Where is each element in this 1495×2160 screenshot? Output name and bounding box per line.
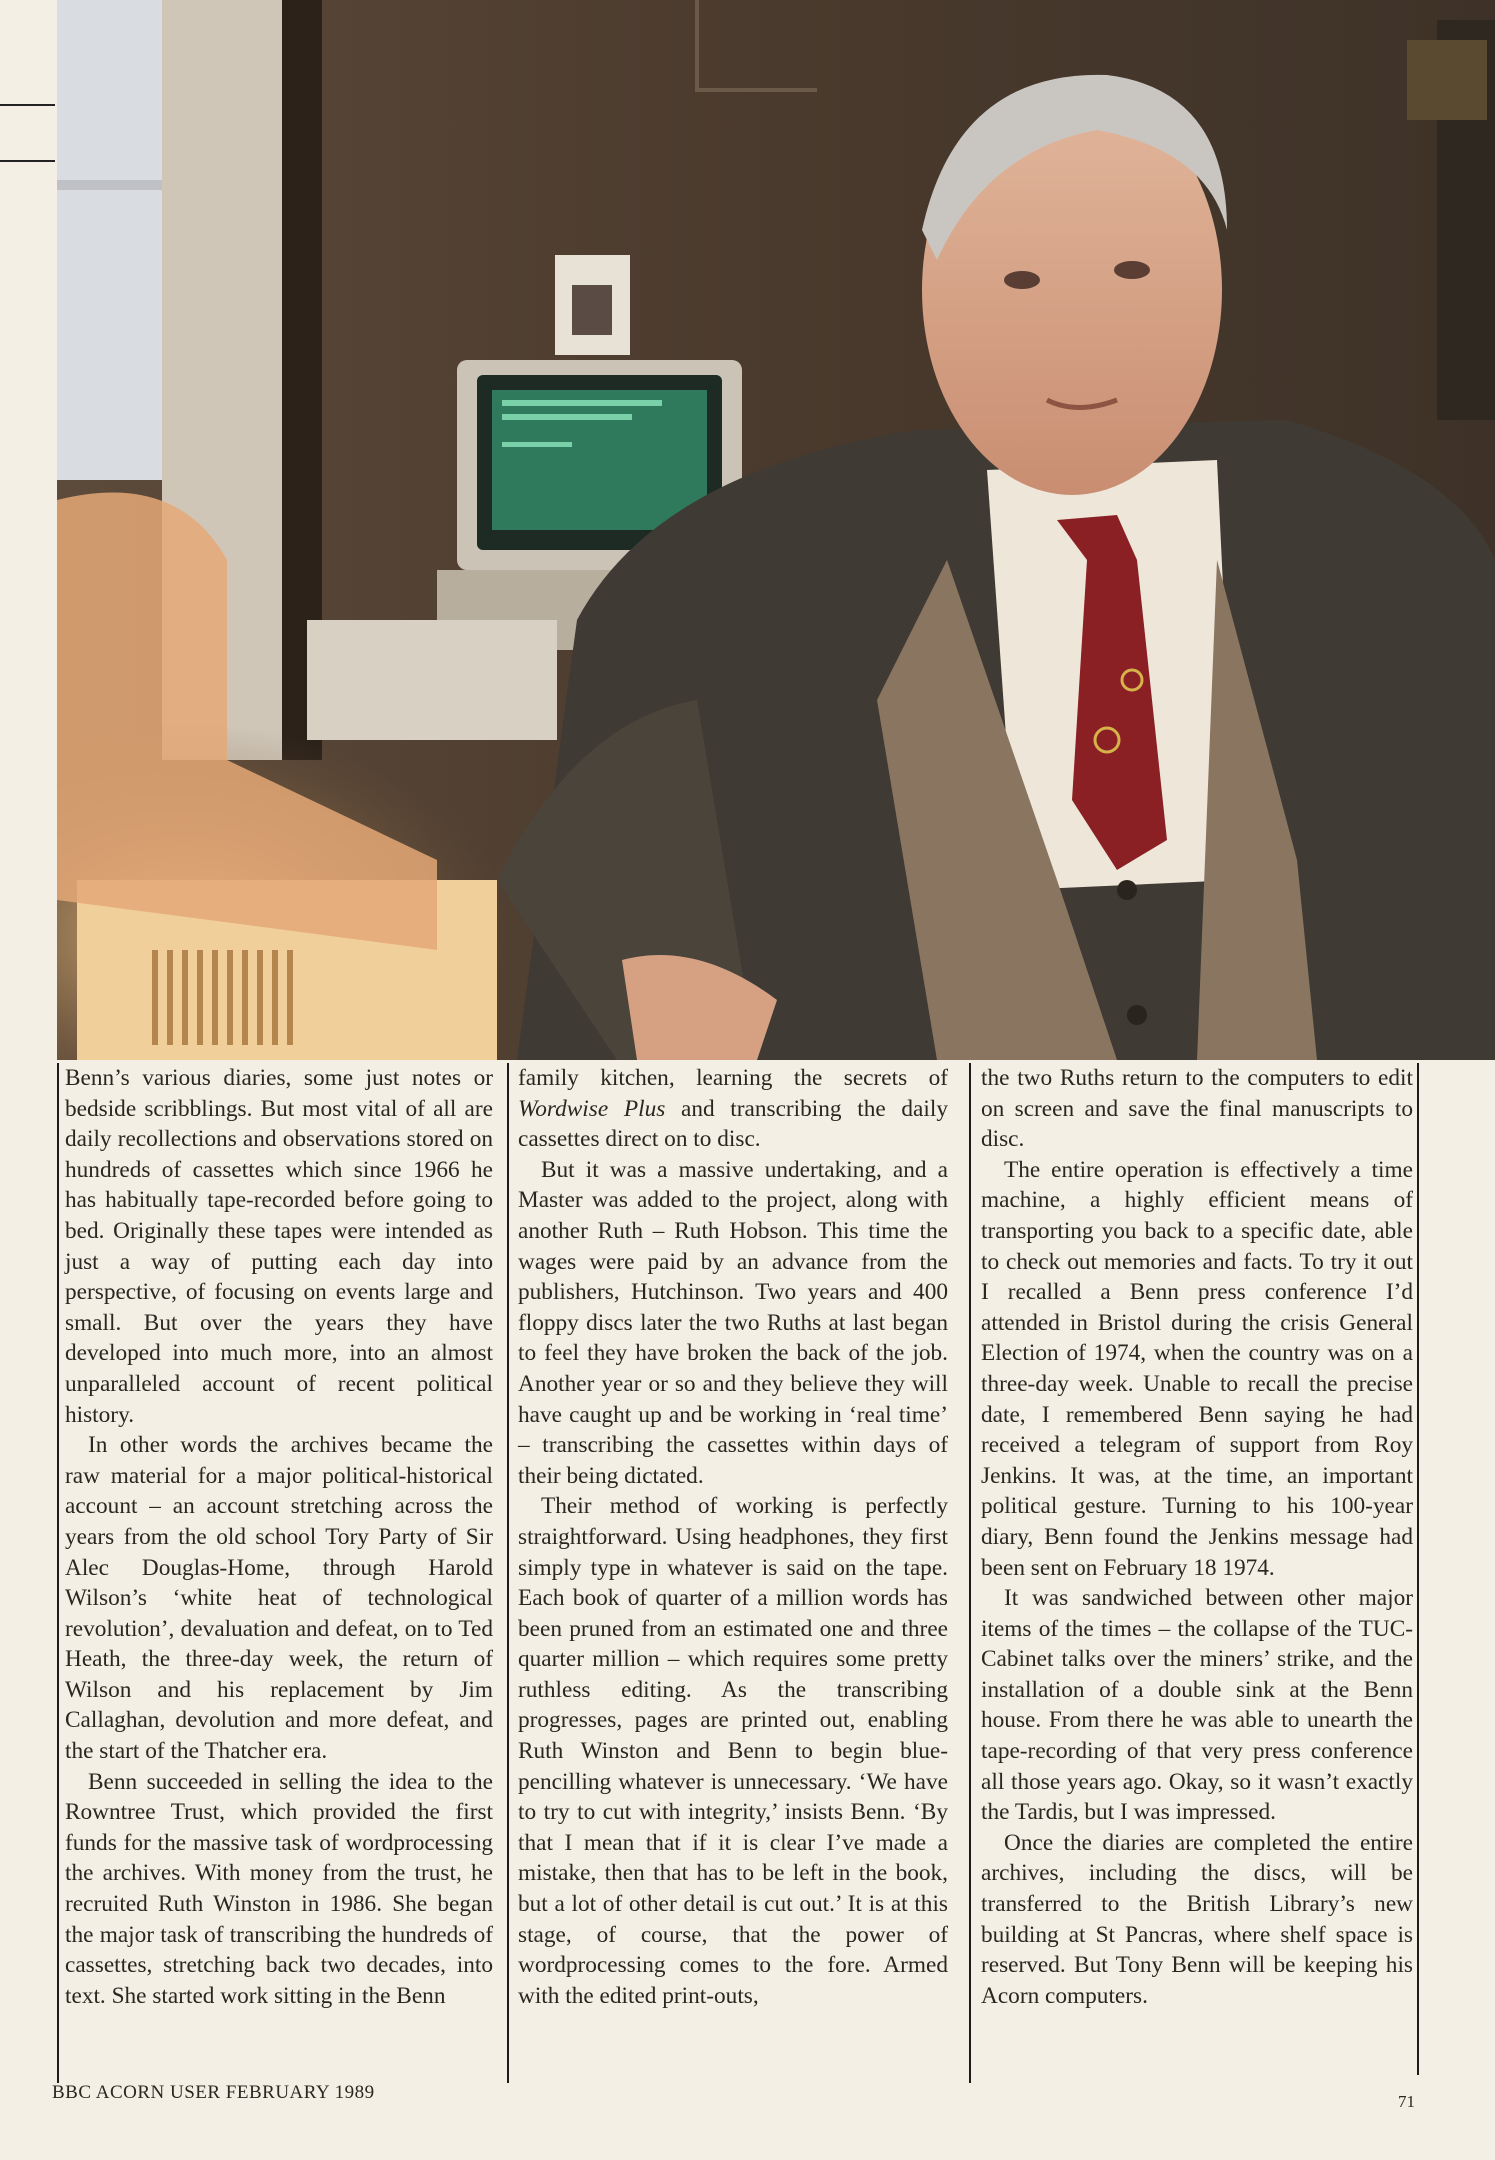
article-photo <box>57 0 1495 1060</box>
photo-illustration <box>57 0 1495 1060</box>
paragraph: the two Ruths return to the computers to edit on screen and save the final manuscripts to disc. <box>981 1065 1413 1153</box>
paragraph: Their method of working is perfectly straightforward. Using headphones, they first simply type in whatever is said on the tape. Each book of quarter of a million words has been pruned from an estimated one and three quarter million – which requires some pretty ruthless editing. As the transcribing progresses, pages are printed out, enabling Ruth Winston and Benn to begin blue-pencilling whatever is unnecessary. ‘We have to try to cut with integrity,’ insists Benn. ‘By that I mean that if it is clear I’ve made a mistake, then that has to be left in the book, but a lot of other detail is cut out.’ It is at this stage, of course, that the power of wordprocessing comes to the fore. Armed with the edited print-outs, <box>518 1493 948 2009</box>
paragraph: It was sandwiched between other major items of the times – the collapse of the TUC-Cabinet talks over the miners’ strike, and the installation of a double sink at the Benn house. From there he was able to unearth the tape-recording of that very press conference all those years ago. Okay, so it wasn’t exactly the Tardis, but I was impressed. <box>981 1585 1413 1826</box>
margin-rule-top <box>0 104 55 106</box>
article-column-1 <box>65 1063 493 2083</box>
paragraph: Benn’s various diaries, some just notes or bedside scribblings. But most vital of all are daily recollections and observations stored on hundreds of cassettes which since 1966 he has habitually tape-recorded before going to bed. Originally these tapes were intended as just a way of putting each day into perspective, of focusing on events large and small. But over the years they have developed into much more, into an almost unparalleled account of recent political history. <box>65 1065 493 1428</box>
paragraph <box>518 1063 948 1155</box>
magazine-footer: BBC ACORN USER FEBRUARY 1989 <box>52 2082 375 2103</box>
monitor-screen <box>492 390 707 530</box>
paragraph: Once the diaries are completed the entire archives, including the discs, will be transferred to the British Library’s new building at St Pancras, where shelf space is reserved. But Tony Benn will be keeping his Acorn computers. <box>981 1829 1413 2009</box>
margin-rule-bottom <box>0 160 55 162</box>
column-rule <box>507 1063 509 2083</box>
software-title: Wordwise Plus <box>518 1095 666 1122</box>
column-rule-right <box>1417 1063 1419 2075</box>
paragraph-text: family kitchen, learning the secrets of <box>518 1065 948 1091</box>
paragraph: Benn succeeded in selling the idea to the Rowntree Trust, which provided the first funds for the massive task of wordprocessing the archives. With money from the trust, he recruited Ruth Winston in 1986. She began the major task of transcribing the hundreds of cassettes, stretching back two decades, into text. She started work sitting in the Benn <box>65 1768 493 2009</box>
column-rule <box>57 1063 59 2083</box>
paragraph: In other words the archives became the raw material for a major political-historical account – an account stretching across the years from the old school Tory Party of Sir Alec Douglas-Home, through Harold Wilson’s ‘white heat of technological revolution’, devaluation and defeat, on to Ted Heath, the three-day week, the return of Wilson and his replacement by Jim Callaghan, devolution and more defeat, and the start of the Thatcher era. <box>65 1432 493 1765</box>
paragraph: But it was a massive undertaking, and a Master was added to the project, along with another Ruth – Ruth Hobson. This time the wages were paid by an advance from the publishers, Hutchinson. Two years and 400 floppy discs later the two Ruths at last began to feel they have broken the back of the job. Another year or so and they believe they will have caught up and be working in ‘real time’ – transcribing the cassettes within days of their being dictated. <box>518 1156 948 1489</box>
page-number: 71 <box>1398 2092 1415 2111</box>
paragraph-text: and transcribing the daily cassettes direct on to disc. <box>518 1095 948 1153</box>
paragraph: The entire operation is effectively a time machine, a highly efficient means of transporting you back to a specific date, able to check out memories and facts. To try it out I recalled a Benn press conference I’d attended in Bristol during the crisis General Election of 1974, when the country was on a three-day week. Unable to recall the precise date, I remembered Benn saying he had received a telegram of support from Roy Jenkins. It was, at the time, an important political gesture. Turning to his 100-year diary, Benn found the Jenkins message had been sent on February 18 1974. <box>981 1156 1413 1581</box>
article-column-3 <box>981 1063 1413 2083</box>
column-rule <box>969 1063 971 2083</box>
article-column-2 <box>518 1063 948 2083</box>
